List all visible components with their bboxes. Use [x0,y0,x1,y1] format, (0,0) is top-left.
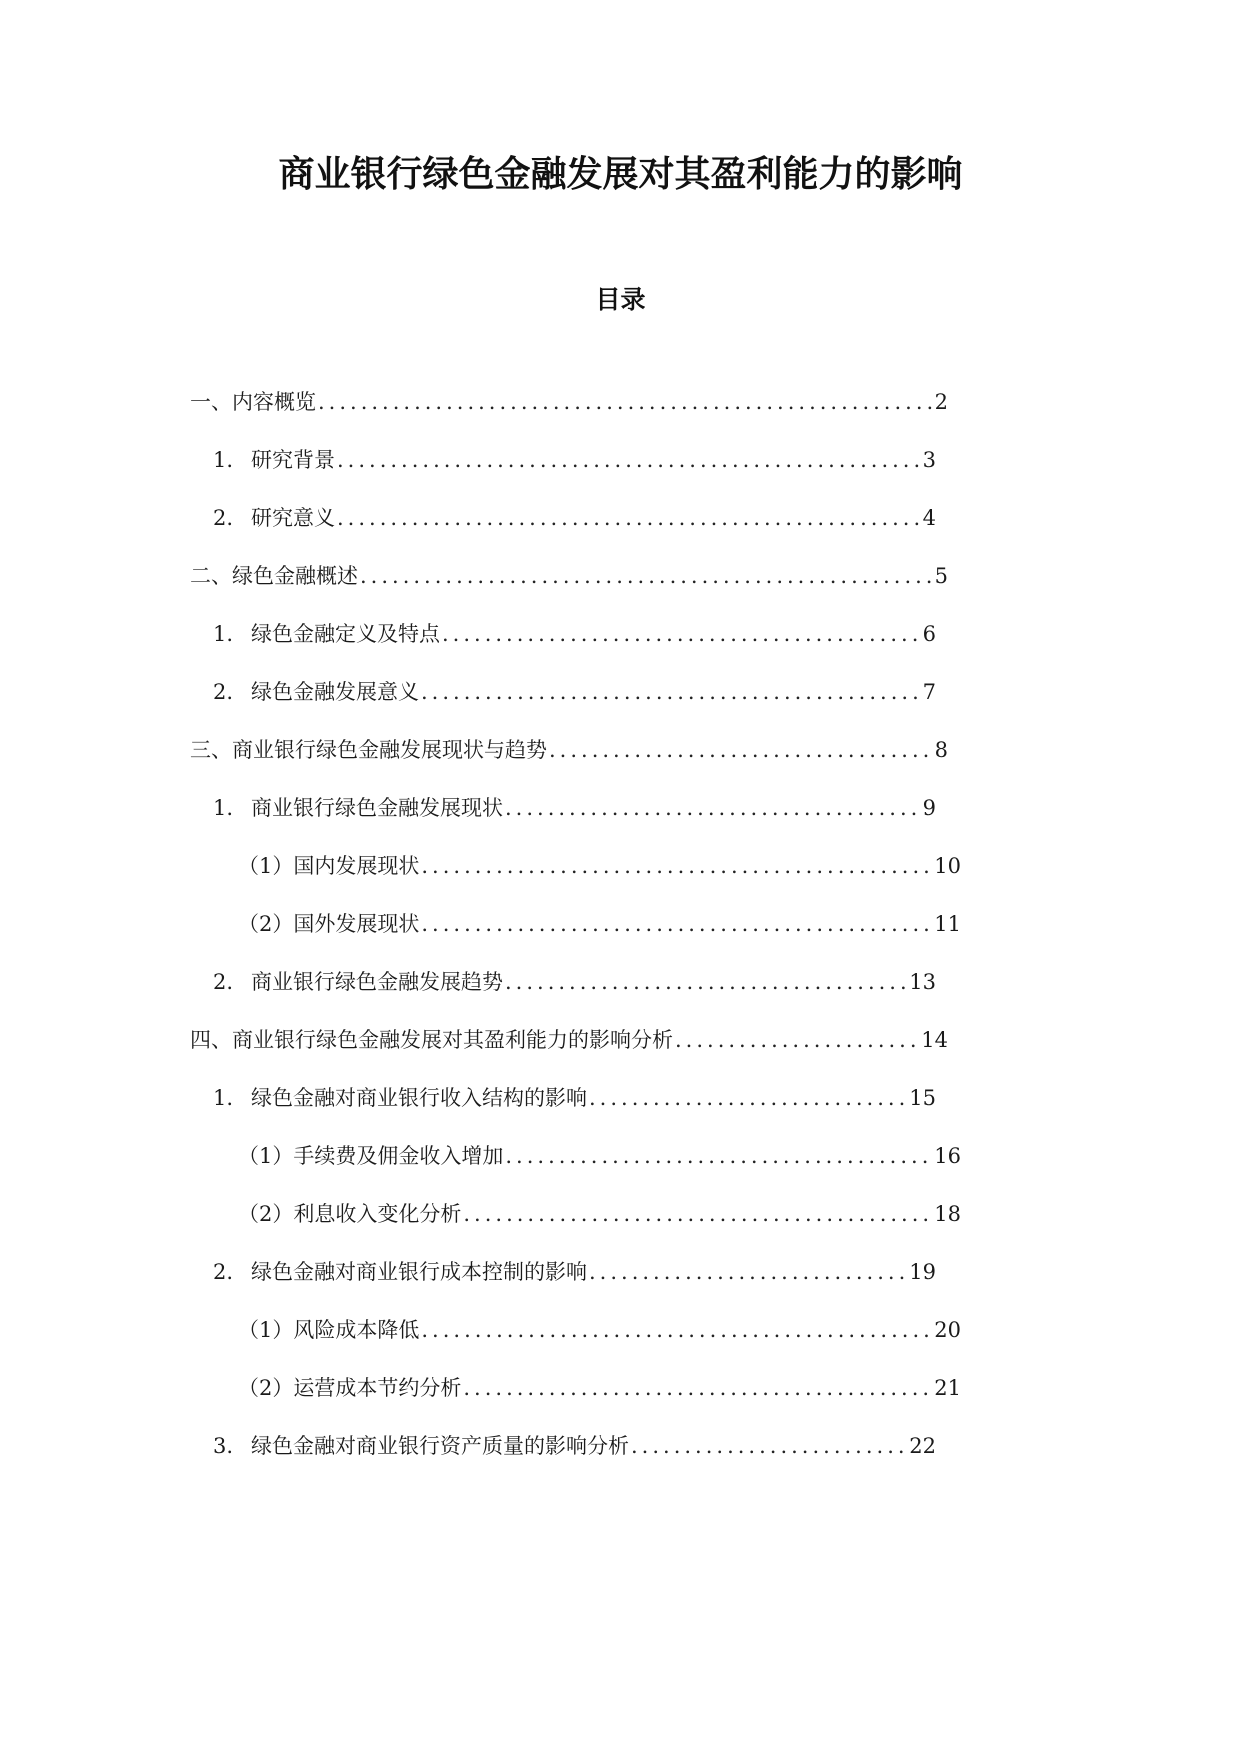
toc-dot-leader [505,1136,932,1176]
toc-entry-text: 绿色金融对商业银行收入结构的影响 [251,1086,587,1110]
toc-page-number: 22 [909,1434,936,1458]
toc-entry-text: 二、绿色金融概述 [190,564,358,588]
toc-entry[interactable] [190,730,948,770]
toc-dot-leader [505,962,907,1002]
toc-page-number: 13 [909,970,936,994]
toc-page-number: 9 [922,796,936,820]
toc-entry-text: 绿色金融对商业银行资产质量的影响分析 [251,1434,629,1458]
toc-dot-leader [675,1020,919,1060]
toc-dot-leader [421,846,932,886]
toc-dot-leader [463,1194,932,1234]
toc-dot-leader [337,440,921,480]
toc-entry-text: （2）运营成本节约分析 [238,1376,462,1400]
toc-entry[interactable] [190,556,948,596]
toc-entry-text: 绿色金融对商业银行成本控制的影响 [251,1260,587,1284]
toc-entry-text: 三、商业银行绿色金融发展现状与趋势 [190,738,547,762]
toc-entry[interactable] [213,672,936,712]
toc-entry[interactable] [213,614,936,654]
toc-entry[interactable] [213,440,936,480]
toc-entry[interactable] [213,962,936,1002]
toc-entry-text: 商业银行绿色金融发展趋势 [251,970,503,994]
toc-entry-text: （1）手续费及佣金收入增加 [238,1144,504,1168]
toc-entry-number: 1. [213,1086,234,1110]
toc-entry[interactable] [238,1194,961,1234]
toc-entry-text: 商业银行绿色金融发展现状 [251,796,503,820]
toc-dot-leader [421,672,921,712]
toc-page-number: 21 [934,1376,961,1400]
toc-page-number: 11 [934,912,961,936]
toc-entry-text: 绿色金融定义及特点 [251,622,440,646]
toc-entry[interactable] [238,1310,961,1350]
toc-entry-text: 绿色金融发展意义 [251,680,419,704]
toc-dot-leader [631,1426,907,1466]
toc-dot-leader [442,614,921,654]
toc-entry[interactable] [213,788,936,828]
toc-entry[interactable] [238,904,961,944]
toc-entry-text: （2）国外发展现状 [238,912,420,936]
toc-entry-text: （1）国内发展现状 [238,854,420,878]
toc-page-number: 5 [934,564,948,588]
toc-entry-text: （1）风险成本降低 [238,1318,420,1342]
toc-dot-leader [337,498,921,538]
toc-entry-number: 2. [213,506,234,530]
toc-entry-text: 四、商业银行绿色金融发展对其盈利能力的影响分析 [190,1028,673,1052]
toc-entry[interactable] [190,1020,948,1060]
toc-entry[interactable] [213,1078,936,1118]
toc-page-number: 6 [922,622,936,646]
toc-page-number: 18 [934,1202,961,1226]
toc-entry[interactable] [238,1368,961,1408]
toc-entry[interactable] [213,498,936,538]
toc-page-number: 16 [934,1144,961,1168]
toc-page-number: 19 [909,1260,936,1284]
toc-page-number: 4 [922,506,936,530]
toc-heading: 目录 [595,285,646,314]
toc-entry[interactable] [213,1252,936,1292]
toc-dot-leader [589,1078,907,1118]
toc-entry-number: 2. [213,970,234,994]
toc-entry-number: 2. [213,1260,234,1284]
toc-entry-number: 1. [213,622,234,646]
toc-entry-text: 研究背景 [251,448,335,472]
toc-page-number: 2 [934,390,948,414]
toc-entry-number: 1. [213,796,234,820]
toc-entry[interactable] [190,382,948,422]
toc-page-number: 10 [934,854,961,878]
toc-entry-number: 1. [213,448,234,472]
toc-dot-leader [360,556,933,596]
toc-dot-leader [463,1368,932,1408]
toc-page-number: 14 [921,1028,948,1052]
toc-page-number: 20 [934,1318,961,1342]
toc-entry-number: 3. [213,1434,234,1458]
toc-entry-text: （2）利息收入变化分析 [238,1202,462,1226]
toc-entry-number: 2. [213,680,234,704]
toc-entry-text: 一、内容概览 [190,390,316,414]
toc-page-number: 3 [922,448,936,472]
toc-dot-leader [318,382,933,422]
toc-dot-leader [421,1310,932,1350]
toc-dot-leader [421,904,932,944]
toc-dot-leader [505,788,921,828]
toc-entry-text: 研究意义 [251,506,335,530]
toc-dot-leader [549,730,933,770]
toc-entry[interactable] [213,1426,936,1466]
toc-entry[interactable] [238,846,961,886]
toc-dot-leader [589,1252,907,1292]
toc-page-number: 7 [922,680,936,704]
toc-page-number: 15 [909,1086,936,1110]
document-title: 商业银行绿色金融发展对其盈利能力的影响 [278,154,963,195]
toc-entry[interactable] [238,1136,961,1176]
toc-page-number: 8 [934,738,948,762]
